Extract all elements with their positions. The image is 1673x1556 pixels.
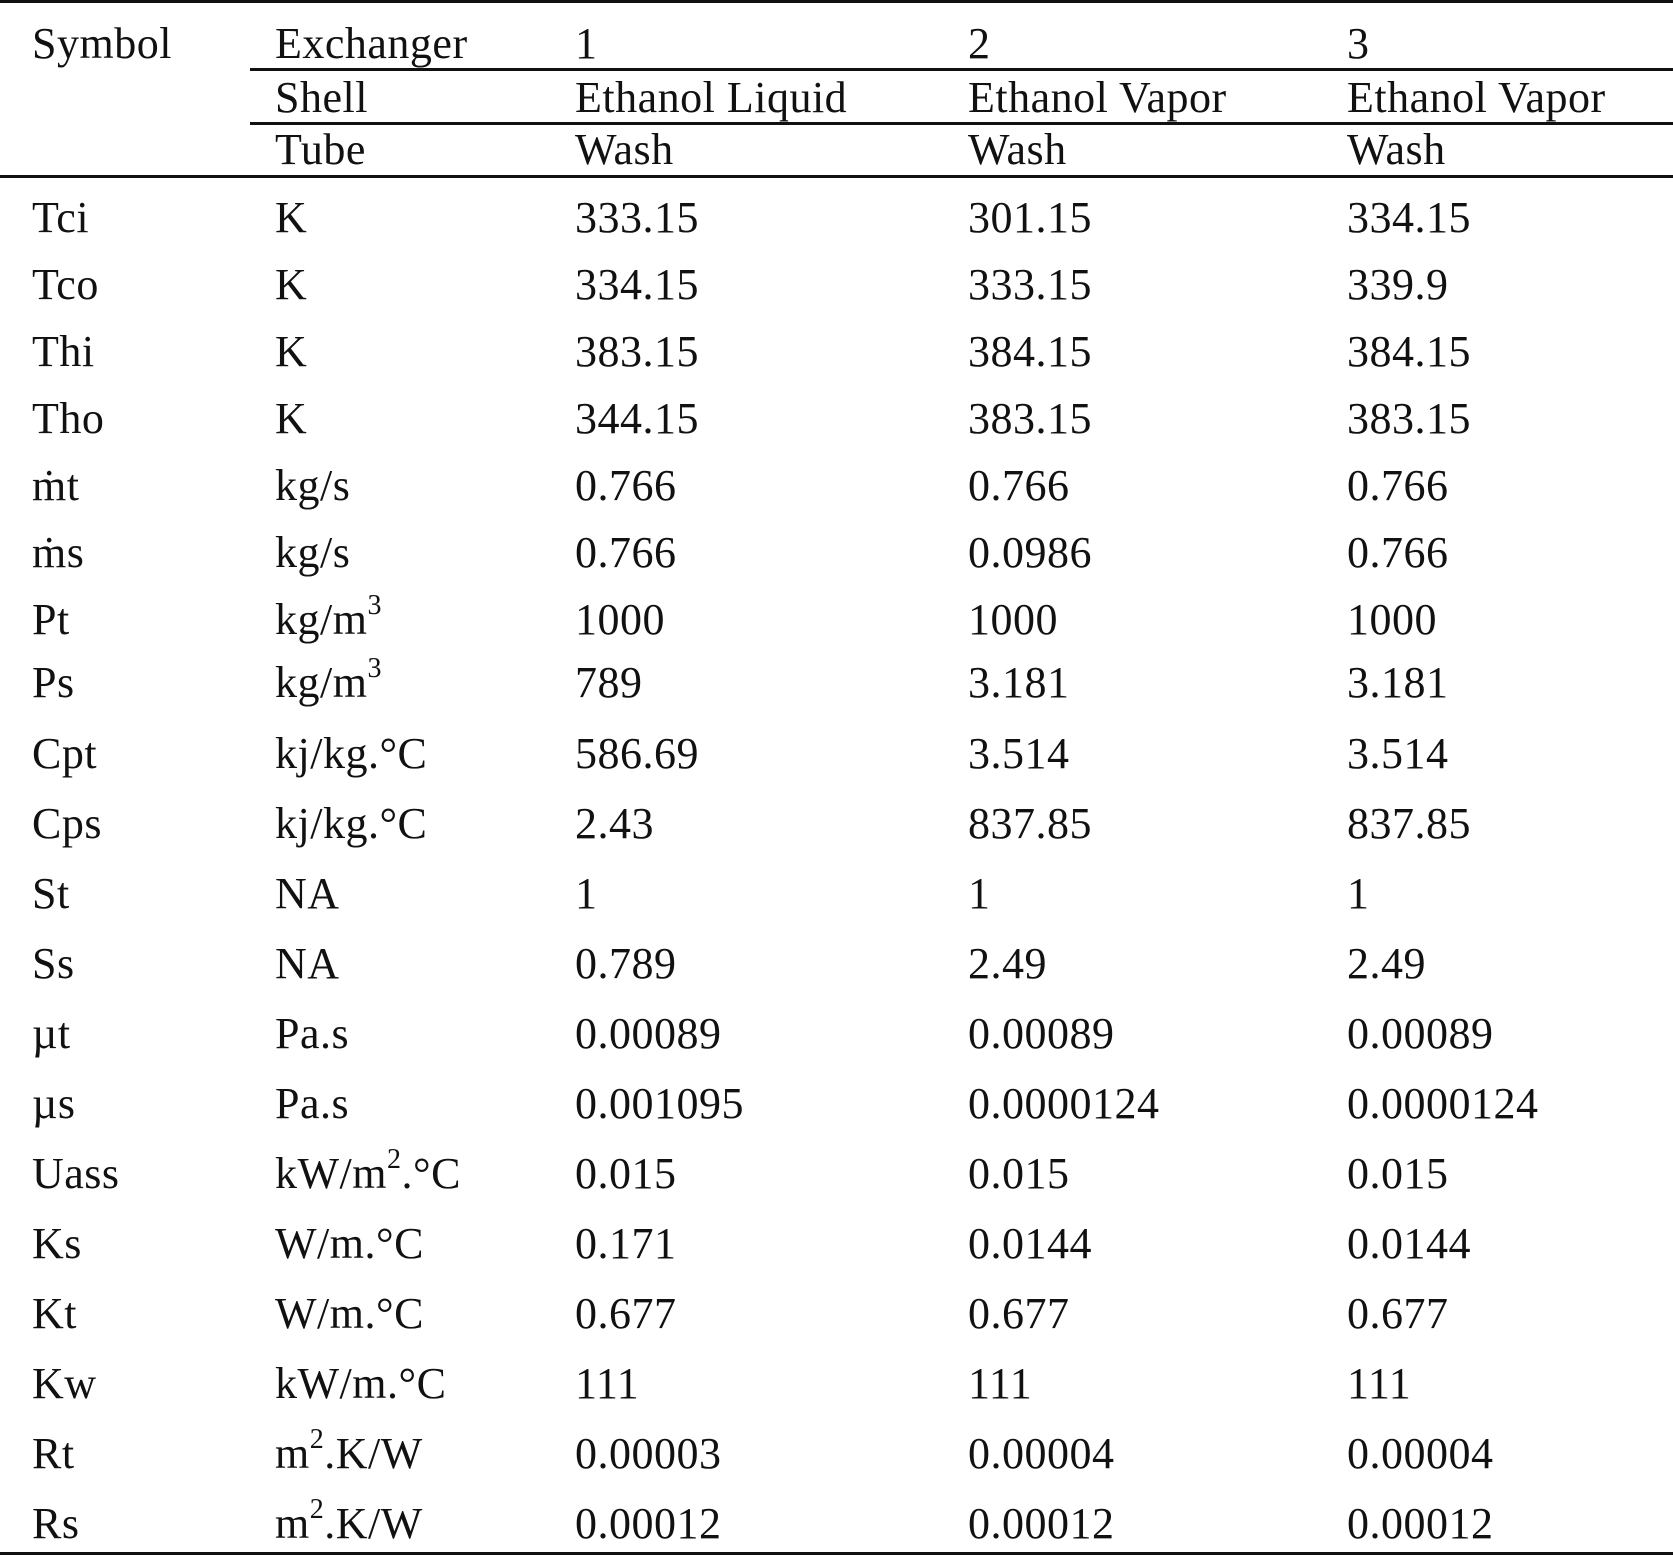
row-symbol: µt xyxy=(32,1009,71,1058)
value-cell-exchanger-2: 384.15 xyxy=(968,327,1092,376)
value-cell-exchanger-2: 2.49 xyxy=(968,939,1047,988)
row-unit xyxy=(275,1219,424,1268)
unit-suffix: .K/W xyxy=(324,1499,423,1548)
row-unit xyxy=(275,1424,423,1478)
value-cell-exchanger-3: 0.00089 xyxy=(1347,1009,1494,1058)
row-symbol: Rt xyxy=(32,1429,75,1478)
value-cell-exchanger-3: 0.0000124 xyxy=(1347,1079,1539,1128)
value-cell-exchanger-1: 383.15 xyxy=(575,327,699,376)
row-symbol: Cpt xyxy=(32,729,98,778)
row-symbol: St xyxy=(32,869,70,918)
value-cell-exchanger-2: 0.0986 xyxy=(968,528,1092,577)
unit-text: m xyxy=(275,1429,310,1478)
value-cell-exchanger-2: 111 xyxy=(968,1359,1033,1408)
value-cell-exchanger-1: 0.677 xyxy=(575,1289,677,1338)
header-bottom-rule xyxy=(0,175,1673,178)
value-cell-exchanger-2: 0.766 xyxy=(968,461,1070,510)
value-cell-exchanger-1: 0.015 xyxy=(575,1149,677,1198)
unit-text: kW/m.°C xyxy=(275,1359,447,1408)
row-symbol: Ss xyxy=(32,939,75,988)
value-cell-exchanger-2: 3.181 xyxy=(968,658,1070,707)
unit-text: NA xyxy=(275,869,340,918)
header-cell-exchanger-2: Wash xyxy=(968,125,1067,174)
value-cell-exchanger-3: 3.181 xyxy=(1347,658,1449,707)
row-symbol: ṁs xyxy=(32,528,85,577)
value-cell-exchanger-1: 789 xyxy=(575,658,643,707)
row-unit xyxy=(275,193,308,242)
header-cell-exchanger-2: Ethanol Vapor xyxy=(968,73,1227,122)
value-cell-exchanger-1: 1000 xyxy=(575,595,665,644)
row-symbol: Ks xyxy=(32,1219,82,1268)
row-symbol: Kt xyxy=(32,1289,77,1338)
row-unit xyxy=(275,1009,350,1058)
unit-text: K xyxy=(275,394,308,443)
row-unit xyxy=(275,1359,447,1408)
value-cell-exchanger-3: 111 xyxy=(1347,1359,1412,1408)
value-cell-exchanger-1: 344.15 xyxy=(575,394,699,443)
value-cell-exchanger-3: 339.9 xyxy=(1347,260,1449,309)
row-unit xyxy=(275,1494,423,1548)
value-cell-exchanger-3: 1 xyxy=(1347,869,1370,918)
value-cell-exchanger-1: 0.00089 xyxy=(575,1009,722,1058)
unit-text: NA xyxy=(275,939,340,988)
value-cell-exchanger-2: 1000 xyxy=(968,595,1058,644)
unit-superscript: 2 xyxy=(309,1494,325,1525)
row-unit xyxy=(275,528,351,577)
unit-text: kg/m xyxy=(275,595,368,644)
row-symbol: Rs xyxy=(32,1499,80,1548)
row-unit xyxy=(275,869,340,918)
header-cell-exchanger-2: 2 xyxy=(968,19,991,68)
value-cell-exchanger-3: 334.15 xyxy=(1347,193,1471,242)
unit-superscript: 2 xyxy=(386,1144,402,1175)
row-unit xyxy=(275,939,340,988)
header-rule-2 xyxy=(250,122,1673,125)
unit-text: W/m.°C xyxy=(275,1289,424,1338)
row-unit xyxy=(275,327,308,376)
value-cell-exchanger-2: 1 xyxy=(968,869,991,918)
unit-suffix: .K/W xyxy=(324,1429,423,1478)
header-cell-exchanger-3: Wash xyxy=(1347,125,1446,174)
value-cell-exchanger-1: 1 xyxy=(575,869,598,918)
unit-text: kg/s xyxy=(275,461,351,510)
value-cell-exchanger-1: 2.43 xyxy=(575,799,654,848)
value-cell-exchanger-1: 586.69 xyxy=(575,729,699,778)
row-unit xyxy=(275,1144,461,1198)
row-unit xyxy=(275,590,382,644)
unit-text: Pa.s xyxy=(275,1009,350,1058)
unit-suffix: .°C xyxy=(401,1149,461,1198)
value-cell-exchanger-3: 383.15 xyxy=(1347,394,1471,443)
value-cell-exchanger-3: 1000 xyxy=(1347,595,1437,644)
value-cell-exchanger-2: 3.514 xyxy=(968,729,1070,778)
header-rule-1 xyxy=(250,68,1673,71)
row-symbol: µs xyxy=(32,1079,76,1128)
row-symbol: Tco xyxy=(32,260,99,309)
row-unit xyxy=(275,799,428,848)
unit-text: K xyxy=(275,193,308,242)
value-cell-exchanger-3: 0.0144 xyxy=(1347,1219,1471,1268)
value-cell-exchanger-2: 0.677 xyxy=(968,1289,1070,1338)
header-cell-exchanger-3: 3 xyxy=(1347,19,1370,68)
value-cell-exchanger-3: 0.677 xyxy=(1347,1289,1449,1338)
unit-superscript: 3 xyxy=(367,653,382,684)
unit-superscript: 2 xyxy=(309,1424,325,1455)
value-cell-exchanger-1: 0.766 xyxy=(575,461,677,510)
unit-text: kj/kg.°C xyxy=(275,799,428,848)
value-cell-exchanger-1: 111 xyxy=(575,1359,640,1408)
unit-text: W/m.°C xyxy=(275,1219,424,1268)
header-row-label: Exchanger xyxy=(275,19,468,68)
value-cell-exchanger-2: 837.85 xyxy=(968,799,1092,848)
bottom-rule xyxy=(0,1552,1673,1555)
value-cell-exchanger-2: 301.15 xyxy=(968,193,1092,242)
value-cell-exchanger-3: 2.49 xyxy=(1347,939,1426,988)
row-symbol: Ps xyxy=(32,658,75,707)
header-cell-exchanger-1: Wash xyxy=(575,125,674,174)
value-cell-exchanger-2: 0.015 xyxy=(968,1149,1070,1198)
row-unit xyxy=(275,461,351,510)
header-row-label: Tube xyxy=(275,125,366,174)
unit-text: kj/kg.°C xyxy=(275,729,428,778)
row-unit xyxy=(275,729,428,778)
value-cell-exchanger-3: 837.85 xyxy=(1347,799,1471,848)
row-unit xyxy=(275,1079,350,1128)
value-cell-exchanger-1: 334.15 xyxy=(575,260,699,309)
unit-text: kg/s xyxy=(275,528,351,577)
value-cell-exchanger-1: 0.789 xyxy=(575,939,677,988)
value-cell-exchanger-3: 0.766 xyxy=(1347,528,1449,577)
value-cell-exchanger-2: 0.0000124 xyxy=(968,1079,1160,1128)
unit-text: K xyxy=(275,260,308,309)
value-cell-exchanger-3: 0.015 xyxy=(1347,1149,1449,1198)
value-cell-exchanger-1: 0.001095 xyxy=(575,1079,744,1128)
header-cell-exchanger-1: Ethanol Liquid xyxy=(575,73,848,122)
value-cell-exchanger-2: 383.15 xyxy=(968,394,1092,443)
row-symbol: Cps xyxy=(32,799,102,848)
header-row-label: Shell xyxy=(275,73,368,122)
unit-text: Pa.s xyxy=(275,1079,350,1128)
value-cell-exchanger-2: 0.00089 xyxy=(968,1009,1115,1058)
value-cell-exchanger-1: 333.15 xyxy=(575,193,699,242)
value-cell-exchanger-3: 0.766 xyxy=(1347,461,1449,510)
value-cell-exchanger-3: 384.15 xyxy=(1347,327,1471,376)
row-unit xyxy=(275,394,308,443)
row-unit xyxy=(275,260,308,309)
header-cell-exchanger-3: Ethanol Vapor xyxy=(1347,73,1606,122)
value-cell-exchanger-3: 0.00004 xyxy=(1347,1429,1494,1478)
value-cell-exchanger-3: 0.00012 xyxy=(1347,1499,1494,1548)
value-cell-exchanger-1: 0.171 xyxy=(575,1219,677,1268)
value-cell-exchanger-1: 0.00003 xyxy=(575,1429,722,1478)
symbol-header: Symbol xyxy=(32,19,172,68)
row-symbol: Thi xyxy=(32,327,95,376)
unit-text: K xyxy=(275,327,308,376)
row-symbol: ṁt xyxy=(32,461,80,510)
value-cell-exchanger-3: 3.514 xyxy=(1347,729,1449,778)
row-symbol: Pt xyxy=(32,595,70,644)
row-symbol: Kw xyxy=(32,1359,97,1408)
value-cell-exchanger-1: 0.00012 xyxy=(575,1499,722,1548)
value-cell-exchanger-1: 0.766 xyxy=(575,528,677,577)
value-cell-exchanger-2: 0.00004 xyxy=(968,1429,1115,1478)
row-symbol: Uass xyxy=(32,1149,120,1198)
row-unit xyxy=(275,1289,424,1338)
unit-text: kg/m xyxy=(275,658,368,707)
row-symbol: Tci xyxy=(32,193,90,242)
unit-text: kW/m xyxy=(275,1149,387,1198)
value-cell-exchanger-2: 0.00012 xyxy=(968,1499,1115,1548)
value-cell-exchanger-2: 333.15 xyxy=(968,260,1092,309)
row-unit xyxy=(275,653,382,707)
header-cell-exchanger-1: 1 xyxy=(575,19,598,68)
value-cell-exchanger-2: 0.0144 xyxy=(968,1219,1092,1268)
top-rule xyxy=(0,0,1673,3)
row-symbol: Tho xyxy=(32,394,105,443)
unit-text: m xyxy=(275,1499,310,1548)
unit-superscript: 3 xyxy=(367,590,382,621)
